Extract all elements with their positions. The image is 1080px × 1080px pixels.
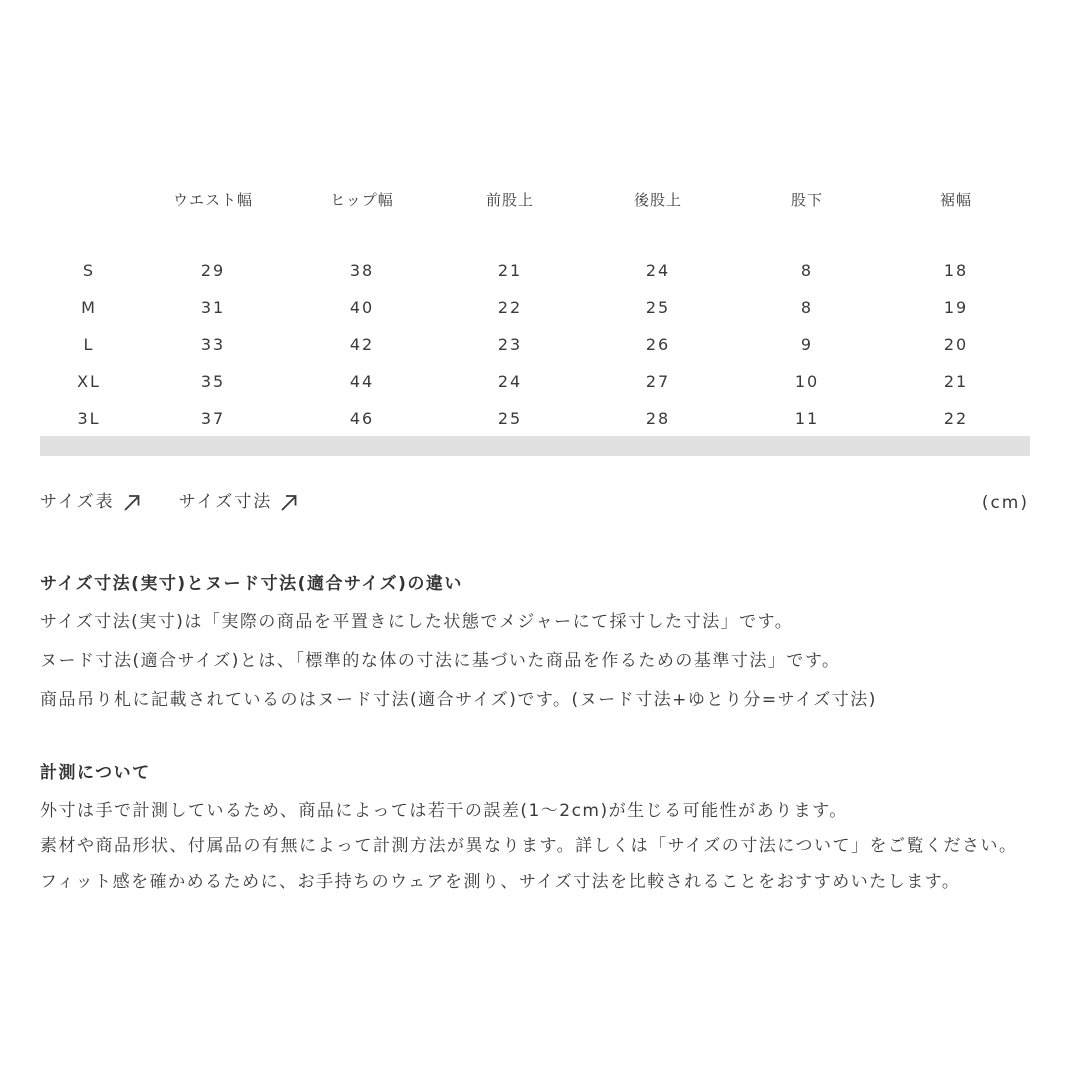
table-cell: 11 <box>794 409 820 428</box>
table-cell: 22 <box>497 298 523 317</box>
table-cell: 24 <box>645 261 671 280</box>
header-hip: ヒップ幅 <box>330 191 394 209</box>
header-waist: ウエスト幅 <box>172 191 254 209</box>
table-cell: 42 <box>349 335 375 354</box>
table-cell: 22 <box>943 409 969 428</box>
table-cell: 23 <box>497 335 523 354</box>
table-row <box>40 254 1030 291</box>
table-row <box>40 328 1030 365</box>
size-dimensions-link[interactable] <box>179 488 301 516</box>
header-hem-width: 裾幅 <box>939 191 973 209</box>
table-cell: 8 <box>800 261 814 280</box>
table-cell: 21 <box>943 372 969 391</box>
size-chart-link-label: サイズ表 <box>40 492 115 512</box>
section-title: サイズ寸法(実寸)とヌード寸法(適合サイズ)の違い <box>40 574 463 594</box>
table-cell: 25 <box>645 298 671 317</box>
table-cell: 25 <box>497 409 523 428</box>
table-cell: 40 <box>349 298 375 317</box>
table-cell: 27 <box>645 372 671 391</box>
note-line: 商品吊り札に記載されているのはヌード寸法(適合サイズ)です。(ヌード寸法+ゆとり分=サイズ寸法) <box>40 690 877 710</box>
size-label: S <box>82 261 96 280</box>
table-cell: 18 <box>943 261 969 280</box>
table-cell: 10 <box>794 372 820 391</box>
size-links <box>40 488 300 516</box>
size-notes <box>40 565 1040 903</box>
table-cell: 31 <box>200 298 226 317</box>
table-cell: 21 <box>497 261 523 280</box>
size-table <box>40 183 1030 439</box>
table-cell: 35 <box>200 372 226 391</box>
table-cell: 26 <box>645 335 671 354</box>
table-cell: 24 <box>497 372 523 391</box>
table-cell: 19 <box>943 298 969 317</box>
header-inseam: 股下 <box>790 191 824 209</box>
table-row <box>40 291 1030 328</box>
note-line: サイズ寸法(実寸)は「実際の商品を平置きにした状態でメジャーにて採寸した寸法」です。 <box>40 612 794 632</box>
note-line: フィット感を確かめるために、お手持ちのウェアを測り、サイズ寸法を比較されることをおすすめいたします。 <box>40 872 961 892</box>
table-header-row <box>40 183 1030 254</box>
size-label: L <box>83 335 95 354</box>
unit-label: (cm) <box>981 493 1029 513</box>
table-cell: 28 <box>645 409 671 428</box>
size-dimensions-link-label: サイズ寸法 <box>178 492 273 512</box>
header-back-rise: 後股上 <box>633 191 683 209</box>
table-cell: 9 <box>800 335 814 354</box>
arrow-up-right-icon <box>121 491 143 513</box>
table-row <box>40 402 1030 439</box>
table-row <box>40 365 1030 402</box>
table-cell: 20 <box>943 335 969 354</box>
table-cell: 46 <box>349 409 375 428</box>
header-front-rise: 前股上 <box>485 191 535 209</box>
table-cell: 29 <box>200 261 226 280</box>
note-line: ヌード寸法(適合サイズ)とは、「標準的な体の寸法に基づいた商品を作るための基準寸法」です。 <box>40 651 841 671</box>
note-line: 素材や商品形状、付属品の有無によって計測方法が異なります。詳しくは「サイズの寸法について」をご覧ください。 <box>40 836 1018 856</box>
size-label: XL <box>77 372 101 391</box>
table-cell: 8 <box>800 298 814 317</box>
size-label: 3L <box>77 409 101 428</box>
table-cell: 44 <box>349 372 375 391</box>
arrow-up-right-icon <box>278 491 300 513</box>
section-title: 計測について <box>40 763 151 783</box>
table-cell: 37 <box>200 409 226 428</box>
note-line: 外寸は手で計測しているため、商品によっては若干の誤差(1〜2cm)が生じる可能性があります。 <box>40 801 848 821</box>
size-label: M <box>81 298 97 317</box>
size-chart-link[interactable] <box>40 488 143 516</box>
table-cell: 38 <box>349 261 375 280</box>
horizontal-scrollbar[interactable] <box>40 436 1030 456</box>
table-cell: 33 <box>200 335 226 354</box>
